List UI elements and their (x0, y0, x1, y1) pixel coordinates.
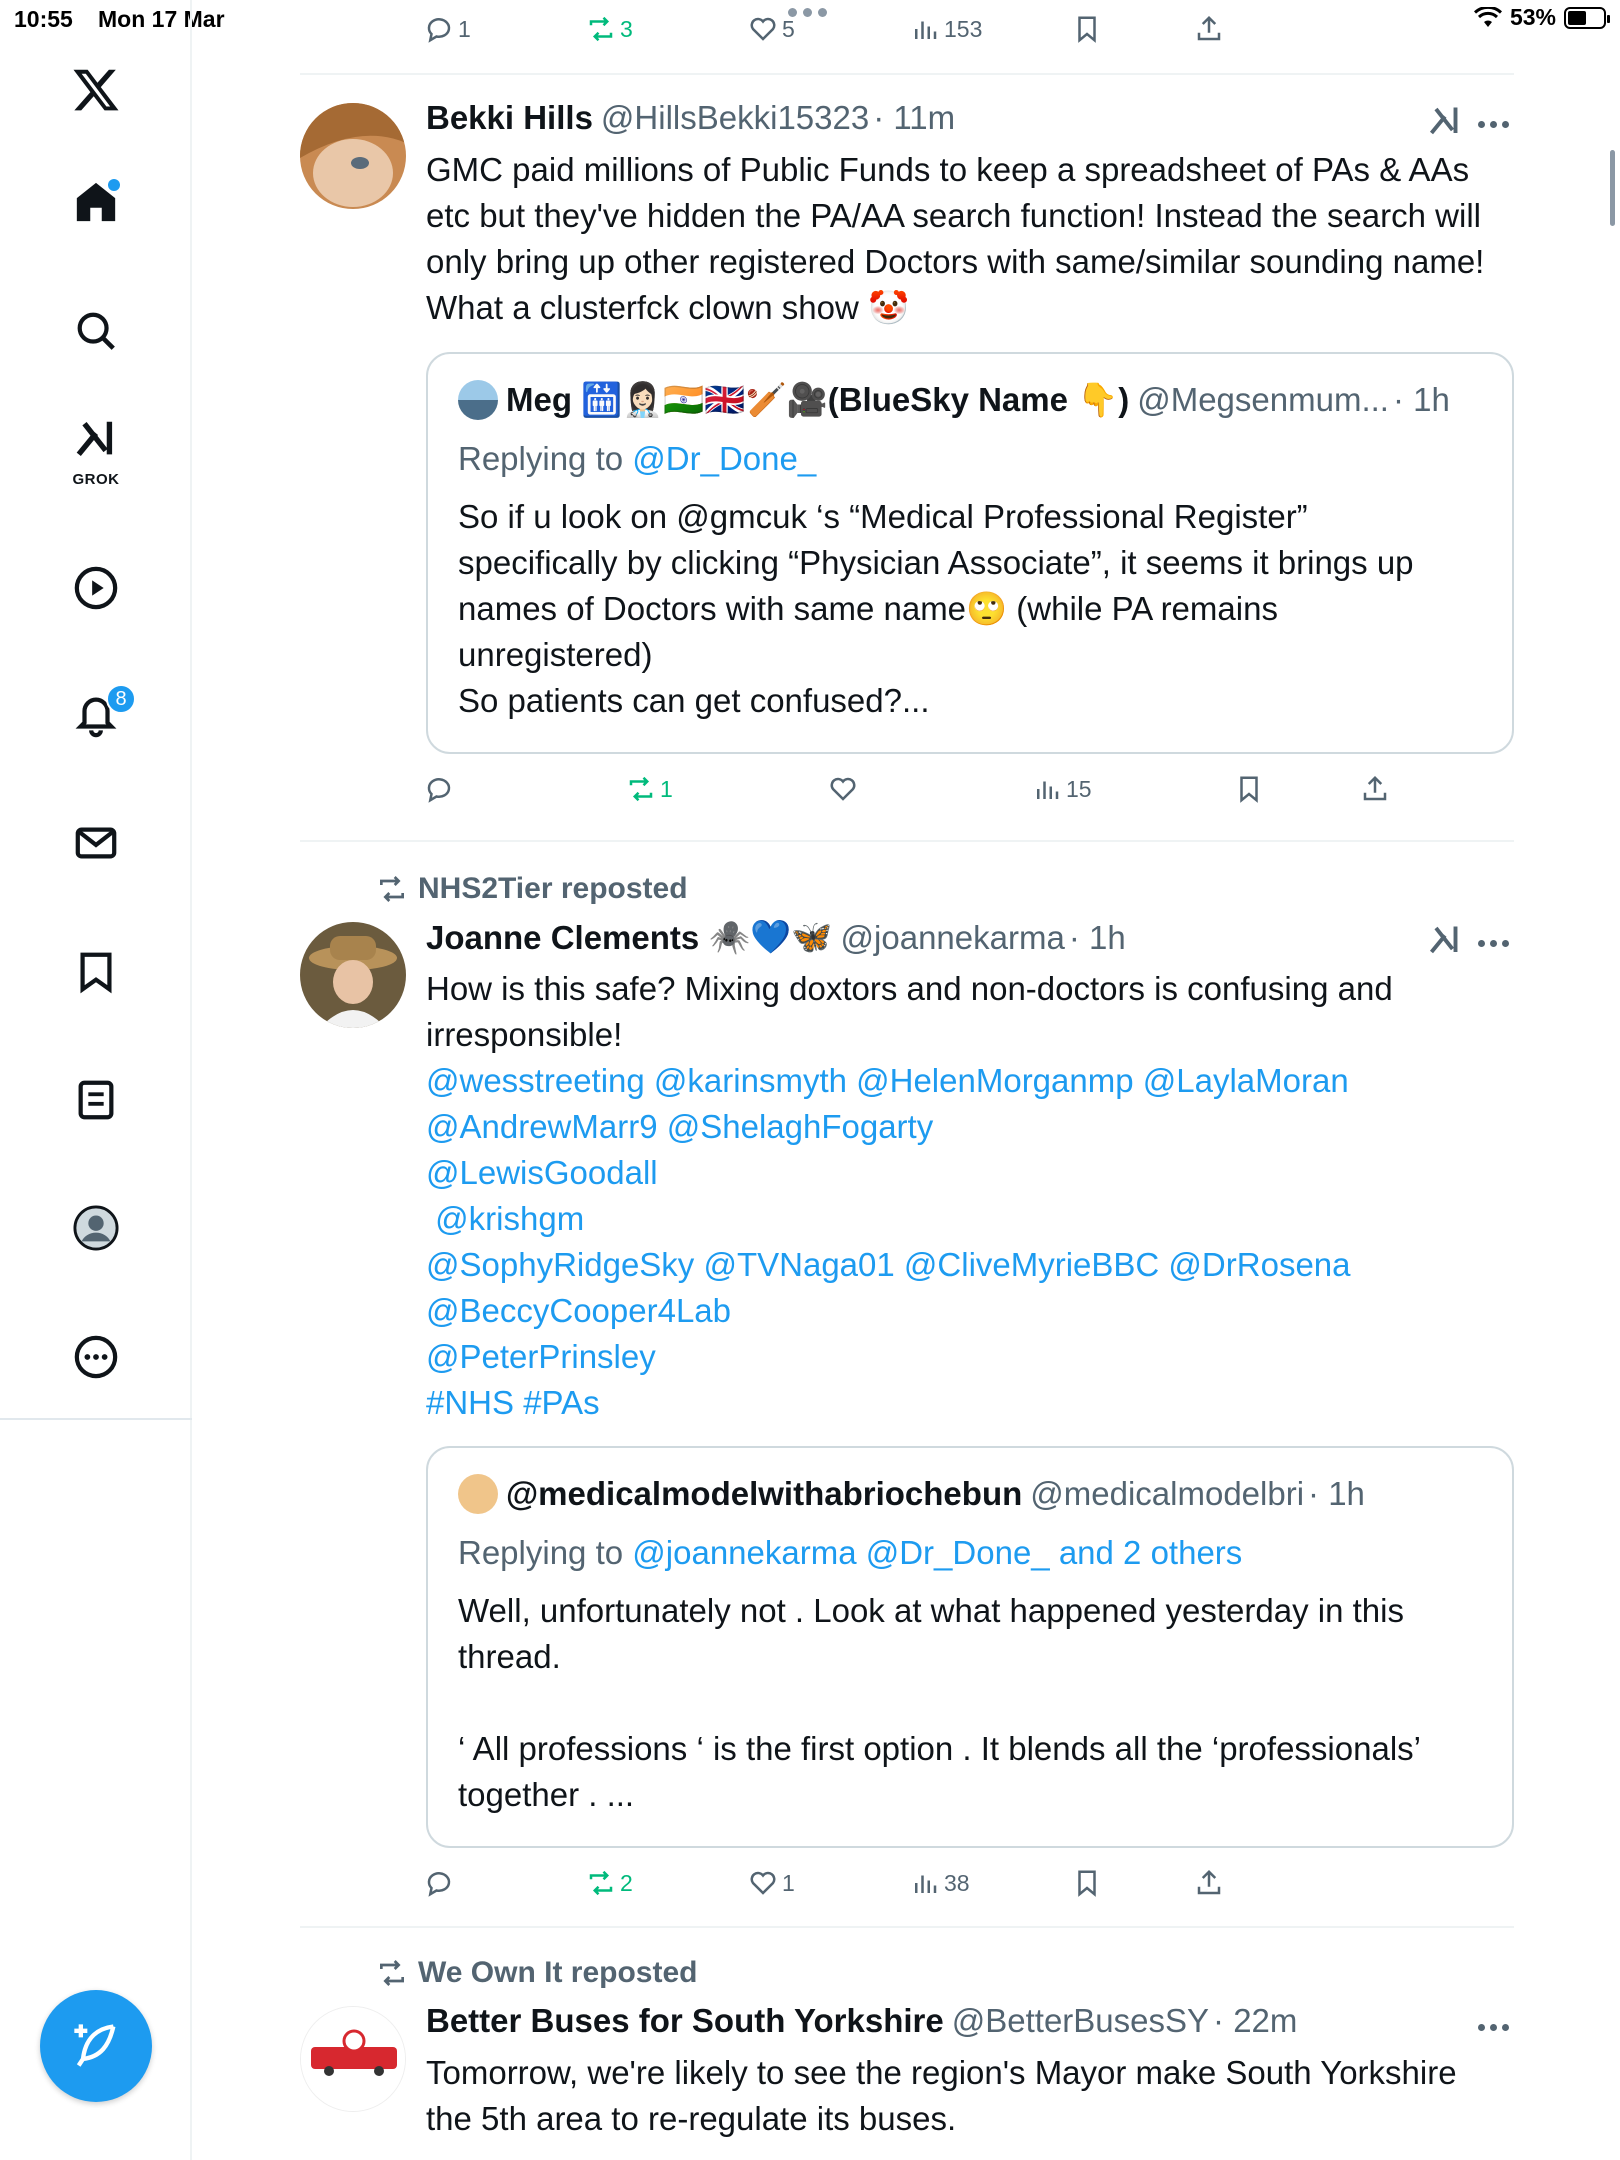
quote-line: ‘ All professions ‘ is the first option . It blends all the ‘professionals’ (458, 1730, 1421, 1767)
tweet-time: · 1h (1068, 918, 1126, 956)
quote-line: So patients can get confused?... (458, 682, 930, 719)
mention-line[interactable]: @LewisGoodall (426, 1154, 658, 1191)
status-time: 10:55 (14, 6, 73, 32)
feed-divider (300, 73, 1514, 75)
views-count: 15 (1066, 775, 1092, 802)
mention-line[interactable]: @PeterPrinsley (426, 1338, 656, 1375)
reply-count: 1 (458, 15, 471, 42)
quote-line: unregistered) (458, 636, 653, 673)
quote-author-name: @medicalmodelwithabriochebun (506, 1475, 1023, 1512)
sidebar-item-notifications[interactable] (0, 670, 192, 760)
quoted-tweet[interactable] (426, 1446, 1514, 1848)
mention-line[interactable]: @SophyRidgeSky @TVNaga01 @CliveMyrieBBC @DrRosena (426, 1246, 1351, 1283)
sidebar-item-explore[interactable] (0, 286, 192, 376)
wifi-icon (1474, 7, 1502, 29)
bookmark-button[interactable] (1072, 14, 1102, 44)
scrollbar[interactable] (1610, 150, 1615, 226)
share-icon (1194, 14, 1224, 44)
avatar[interactable] (300, 922, 406, 1028)
repost-button[interactable] (586, 14, 633, 44)
reply-icon (424, 14, 454, 44)
mention-line[interactable]: @wesstreeting @karinsmyth @HelenMorganmp @LaylaMoran (426, 1062, 1349, 1099)
quote-author-name: Meg 🛗👩🏻‍⚕️🇮🇳🇬🇧🏏🎥(BlueSky Name 👇) (506, 380, 1130, 418)
avatar (458, 380, 498, 420)
mention-line[interactable]: @krishgm (426, 1200, 585, 1237)
tweet-header (426, 99, 955, 137)
prev-tweet-actions (420, 14, 1220, 58)
quote-header (458, 380, 1450, 420)
views-icon (910, 1868, 940, 1898)
tweet-line: Tomorrow, we're likely to see the region's Mayor make South Yorkshire (426, 2054, 1457, 2091)
like-button[interactable] (828, 774, 858, 804)
author-handle[interactable]: @BetterBusesSY (951, 2002, 1210, 2039)
bookmark-icon (1072, 1868, 1102, 1898)
reply-icon (424, 774, 454, 804)
share-button[interactable] (1360, 774, 1390, 804)
grok-icon[interactable] (1427, 922, 1463, 958)
bookmark-icon (1072, 14, 1102, 44)
quote-line: together . ... (458, 1776, 635, 1813)
quote-text (458, 494, 1488, 724)
views-button[interactable] (910, 1868, 970, 1898)
quote-time: · 1h (1308, 1475, 1365, 1512)
more-circle-icon (73, 1334, 119, 1380)
repost-indicator (376, 1956, 697, 1990)
list-icon (73, 1077, 119, 1123)
views-button[interactable] (1032, 774, 1092, 804)
sidebar-item-bookmarks[interactable] (0, 927, 192, 1017)
author-emojis: 🕷️💙🦋 (709, 918, 833, 955)
sidebar-divider (0, 1418, 192, 1420)
bookmark-icon (73, 949, 119, 995)
play-icon (73, 565, 119, 611)
battery-percent: 53% (1509, 4, 1556, 30)
quote-line: So if u look on @gmcuk ‘s “Medical Professional Register” (458, 498, 1308, 535)
avatar[interactable] (300, 2006, 406, 2112)
tweet-text: GMC paid millions of Public Funds to keep a spreadsheet of PAs & AAs etc but they've hidden the PA/AA search function! Instead the search will only bring up other registered Doctors with same/similar sounding name! What a clusterfck clown show 🤡 (426, 151, 1485, 326)
tweet-line: the 5th area to re-regulate its buses. (426, 2100, 957, 2137)
tweet-time: · 22m (1213, 2002, 1298, 2039)
grok-icon[interactable] (1427, 103, 1463, 139)
replying-prefix: Replying to (458, 1534, 624, 1571)
reply-icon (424, 1868, 454, 1898)
like-button[interactable] (748, 14, 795, 44)
tweet-text (426, 966, 1506, 1426)
heart-icon (748, 1868, 778, 1898)
battery-icon (1564, 7, 1606, 29)
profile-avatar-icon (73, 1205, 119, 1251)
reply-button[interactable] (424, 1868, 454, 1898)
compose-feather-icon (70, 2020, 122, 2072)
like-count: 1 (782, 1869, 795, 1896)
author-handle[interactable]: @HillsBekki15323 (600, 99, 870, 136)
notifications-badge: 8 (106, 684, 136, 714)
reposted-by[interactable]: We Own It reposted (418, 1956, 698, 1989)
reply-button[interactable] (424, 774, 454, 804)
more-options-icon[interactable] (1478, 2022, 1514, 2032)
quote-header (458, 1474, 1365, 1514)
views-count: 153 (944, 15, 983, 42)
tweet-header (426, 2002, 1297, 2040)
more-options-icon[interactable] (1478, 119, 1514, 129)
repost-icon (586, 1868, 616, 1898)
sidebar-item-videos[interactable] (0, 543, 192, 633)
feed-divider (300, 1926, 1514, 1928)
views-icon (1032, 774, 1062, 804)
repost-count: 3 (620, 15, 633, 42)
views-icon (910, 14, 940, 44)
tweet-actions (420, 774, 1220, 818)
repost-indicator (376, 872, 688, 906)
tweet-body-text: How is this safe? Mixing doxtors and non-doctors is confusing and irresponsible! (426, 970, 1393, 1053)
bookmark-button[interactable] (1072, 1868, 1102, 1898)
status-date: Mon 17 Mar (98, 6, 225, 32)
quoted-tweet[interactable] (426, 352, 1514, 754)
sidebar-item-messages[interactable] (0, 798, 192, 888)
heart-icon (828, 774, 858, 804)
quote-time: · 1h (1392, 381, 1450, 418)
replying-to (458, 1534, 1242, 1572)
author-name[interactable]: Bekki Hills (426, 99, 593, 136)
share-icon (1360, 774, 1390, 804)
repost-icon (626, 774, 656, 804)
share-icon (1194, 1868, 1224, 1898)
grok-icon (73, 416, 119, 462)
replying-prefix: Replying to (458, 440, 624, 477)
repost-count: 1 (660, 775, 673, 802)
share-button[interactable] (1194, 1868, 1224, 1898)
search-icon (73, 308, 119, 354)
compose-button[interactable] (40, 1990, 152, 2102)
like-count: 5 (782, 15, 795, 42)
new-posts-dot (108, 179, 120, 191)
repost-button[interactable] (586, 1868, 633, 1898)
mention-line[interactable]: @BeccyCooper4Lab (426, 1292, 732, 1329)
views-count: 38 (944, 1869, 970, 1896)
replying-to (458, 440, 816, 478)
status-right (1474, 4, 1606, 31)
avatar[interactable] (300, 103, 406, 209)
sidebar-item-more[interactable] (0, 1312, 192, 1402)
mention-line[interactable]: @AndrewMarr9 @ShelaghFogarty (426, 1108, 934, 1145)
avatar (458, 1474, 498, 1514)
quote-line: Well, unfortunately not . Look at what happened yesterday in this (458, 1592, 1404, 1629)
tweet-header (426, 918, 1126, 957)
author-name[interactable]: Joanne Clements (426, 918, 700, 956)
sidebar-item-home[interactable] (0, 157, 192, 247)
repost-icon (586, 14, 616, 44)
quote-line: specifically by clicking “Physician Associate”, it seems it brings up (458, 544, 1414, 581)
feed-divider (300, 840, 1514, 842)
repost-count: 2 (620, 1869, 633, 1896)
tweet-time: · 11m (873, 99, 956, 136)
replying-to-link[interactable]: @joannekarma @Dr_Done_ and 2 others (632, 1534, 1243, 1571)
quote-line (458, 1680, 1488, 1726)
more-options-icon[interactable] (1478, 938, 1514, 948)
hashtag-line[interactable]: #NHS #PAs (426, 1384, 600, 1421)
sidebar-item-grok[interactable] (0, 405, 192, 495)
repost-icon (376, 1957, 408, 1989)
replying-to-link[interactable]: @Dr_Done_ (632, 440, 817, 477)
views-button[interactable] (910, 14, 982, 44)
sidebar-nav (0, 0, 192, 2160)
sidebar-item-profile[interactable] (0, 1183, 192, 1273)
grok-label: GROK (72, 471, 120, 488)
reply-button[interactable] (424, 14, 471, 44)
repost-button[interactable] (626, 774, 673, 804)
reposted-by[interactable]: NHS2Tier reposted (418, 872, 688, 905)
quote-author-handle: @medicalmodelbri (1030, 1475, 1305, 1512)
heart-icon (748, 14, 778, 44)
quote-line: names of Doctors with same name🙄 (while PA remains (458, 590, 1278, 627)
x-logo-icon[interactable] (0, 45, 192, 135)
author-handle[interactable]: @joannekarma (840, 918, 1065, 956)
share-button[interactable] (1194, 14, 1224, 44)
tweet-text (426, 2050, 1506, 2142)
quote-author-handle: @Megsenmum... (1137, 381, 1389, 418)
quote-line: thread. (458, 1638, 561, 1675)
sidebar-item-lists[interactable] (0, 1055, 192, 1145)
bookmark-icon (1234, 774, 1264, 804)
repost-icon (376, 873, 408, 905)
mail-icon (73, 820, 119, 866)
author-name[interactable]: Better Buses for South Yorkshire (426, 2002, 944, 2039)
tweet-actions (420, 1868, 1220, 1912)
bookmark-button[interactable] (1234, 774, 1264, 804)
like-button[interactable] (748, 1868, 795, 1898)
quote-text (458, 1588, 1488, 1818)
